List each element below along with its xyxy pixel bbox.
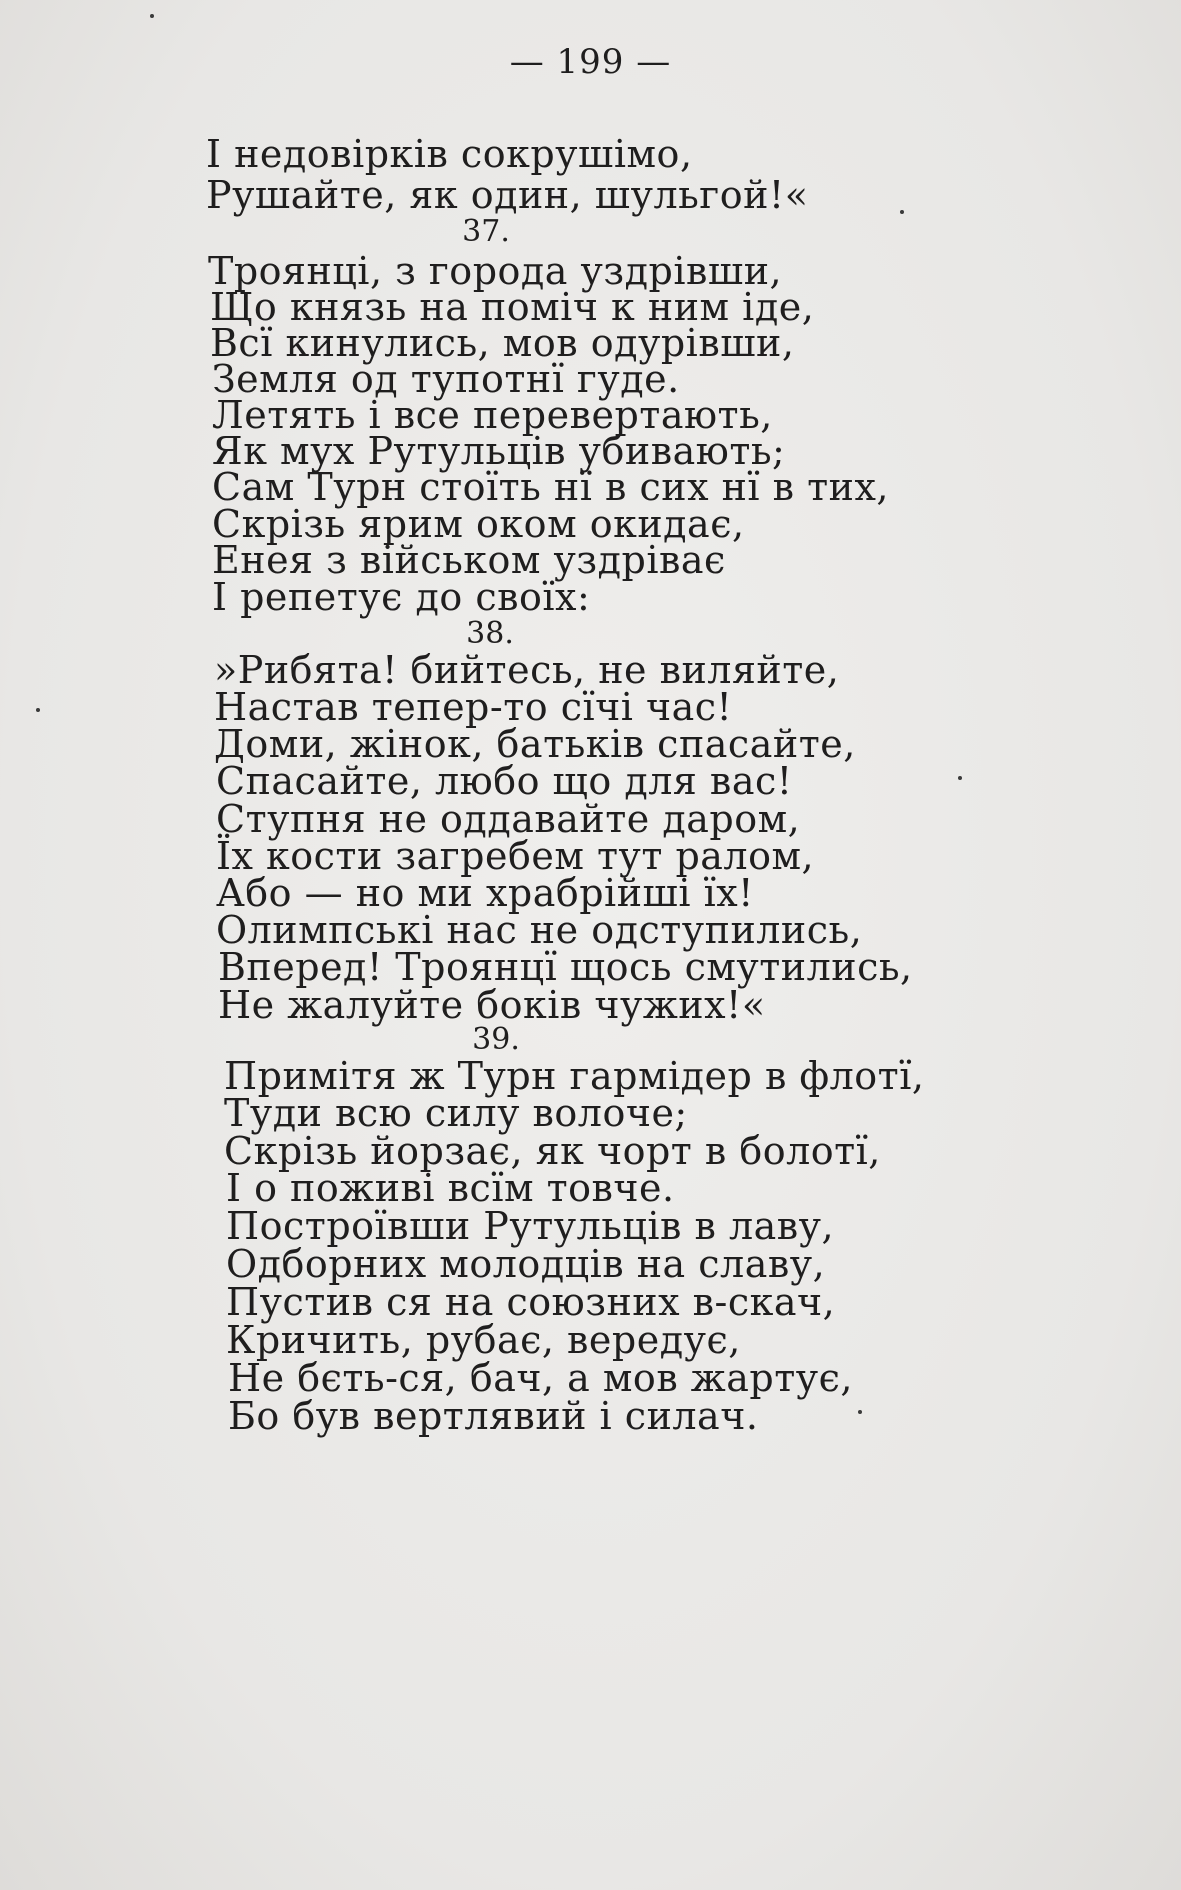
- paper-speck: [36, 708, 40, 712]
- verse-line: Пустив ся на союзних в-скач,: [226, 1280, 836, 1324]
- verse-line: Сам Турн стоїть нї в сих нї в тих,: [212, 465, 889, 509]
- verse-line: Не бєть-ся, бач, а мов жартує,: [228, 1356, 853, 1400]
- verse-line: Кричить, рубає, вередує,: [226, 1318, 741, 1362]
- verse-line: Всї кинулись, мов одурівши,: [210, 321, 795, 365]
- verse-line: Ступня не оддавайте даром,: [216, 797, 801, 841]
- verse-line: Летять і все перевертають,: [212, 393, 773, 437]
- verse-line: Туди всю силу волоче;: [224, 1091, 688, 1135]
- verse-line: Їх кости загребем тут ралом,: [216, 834, 815, 878]
- verse-line: »Рибята! бийтесь, не виляйте,: [214, 648, 840, 692]
- verse-line: Построївши Рутульців в лаву,: [226, 1204, 835, 1248]
- verse-line: Скрізь ярим оком окидає,: [212, 502, 745, 546]
- verse-line: Як мух Рутульців убивають;: [212, 429, 786, 473]
- verse-line: Олимпські нас не одступились,: [216, 908, 863, 952]
- verse-line: Або — но ми храбрійші їх!: [216, 871, 754, 915]
- verse-line: Скрізь йорзає, як чорт в болотї,: [224, 1129, 881, 1173]
- verse-line: Не жалуйте боків чужих!«: [218, 983, 766, 1027]
- verse-line: Доми, жінок, батьків спасайте,: [214, 722, 856, 766]
- verse-line: І недовірків сокрушімо,: [206, 132, 693, 176]
- paper-speck: [858, 1410, 862, 1414]
- paper-speck: [958, 776, 962, 780]
- paper-speck: [150, 14, 154, 18]
- paper-speck: [900, 210, 904, 214]
- verse-line: Що князь на поміч к ним іде,: [210, 285, 815, 329]
- stanza-number: 38.: [466, 616, 514, 651]
- verse-line: Спасайте, любо що для вас!: [216, 759, 793, 803]
- verse-line: Вперед! Троянцї щось смутились,: [218, 945, 913, 989]
- verse-line: Енея з військом уздріває: [212, 538, 726, 582]
- verse-line: І репетує до своїх:: [212, 575, 591, 619]
- verse-line: Примітя ж Турн гармідер в флотї,: [224, 1054, 925, 1098]
- verse-line: Троянці, з города уздрівши,: [208, 249, 783, 293]
- verse-line: Одборних молодців на славу,: [226, 1242, 826, 1286]
- verse-line: Земля од тупотнї гуде.: [212, 357, 680, 401]
- verse-line: Настав тепер-то сїчі час!: [214, 685, 733, 729]
- stanza-number: 39.: [472, 1022, 520, 1057]
- verse-line: Рушайте, як один, шульгой!«: [206, 173, 809, 217]
- page-number: — 199 —: [509, 42, 672, 82]
- verse-line: І о поживі всїм товче.: [226, 1166, 675, 1210]
- verse-line: Бо був вертлявий і силач.: [228, 1394, 759, 1438]
- stanza-number: 37.: [462, 214, 510, 249]
